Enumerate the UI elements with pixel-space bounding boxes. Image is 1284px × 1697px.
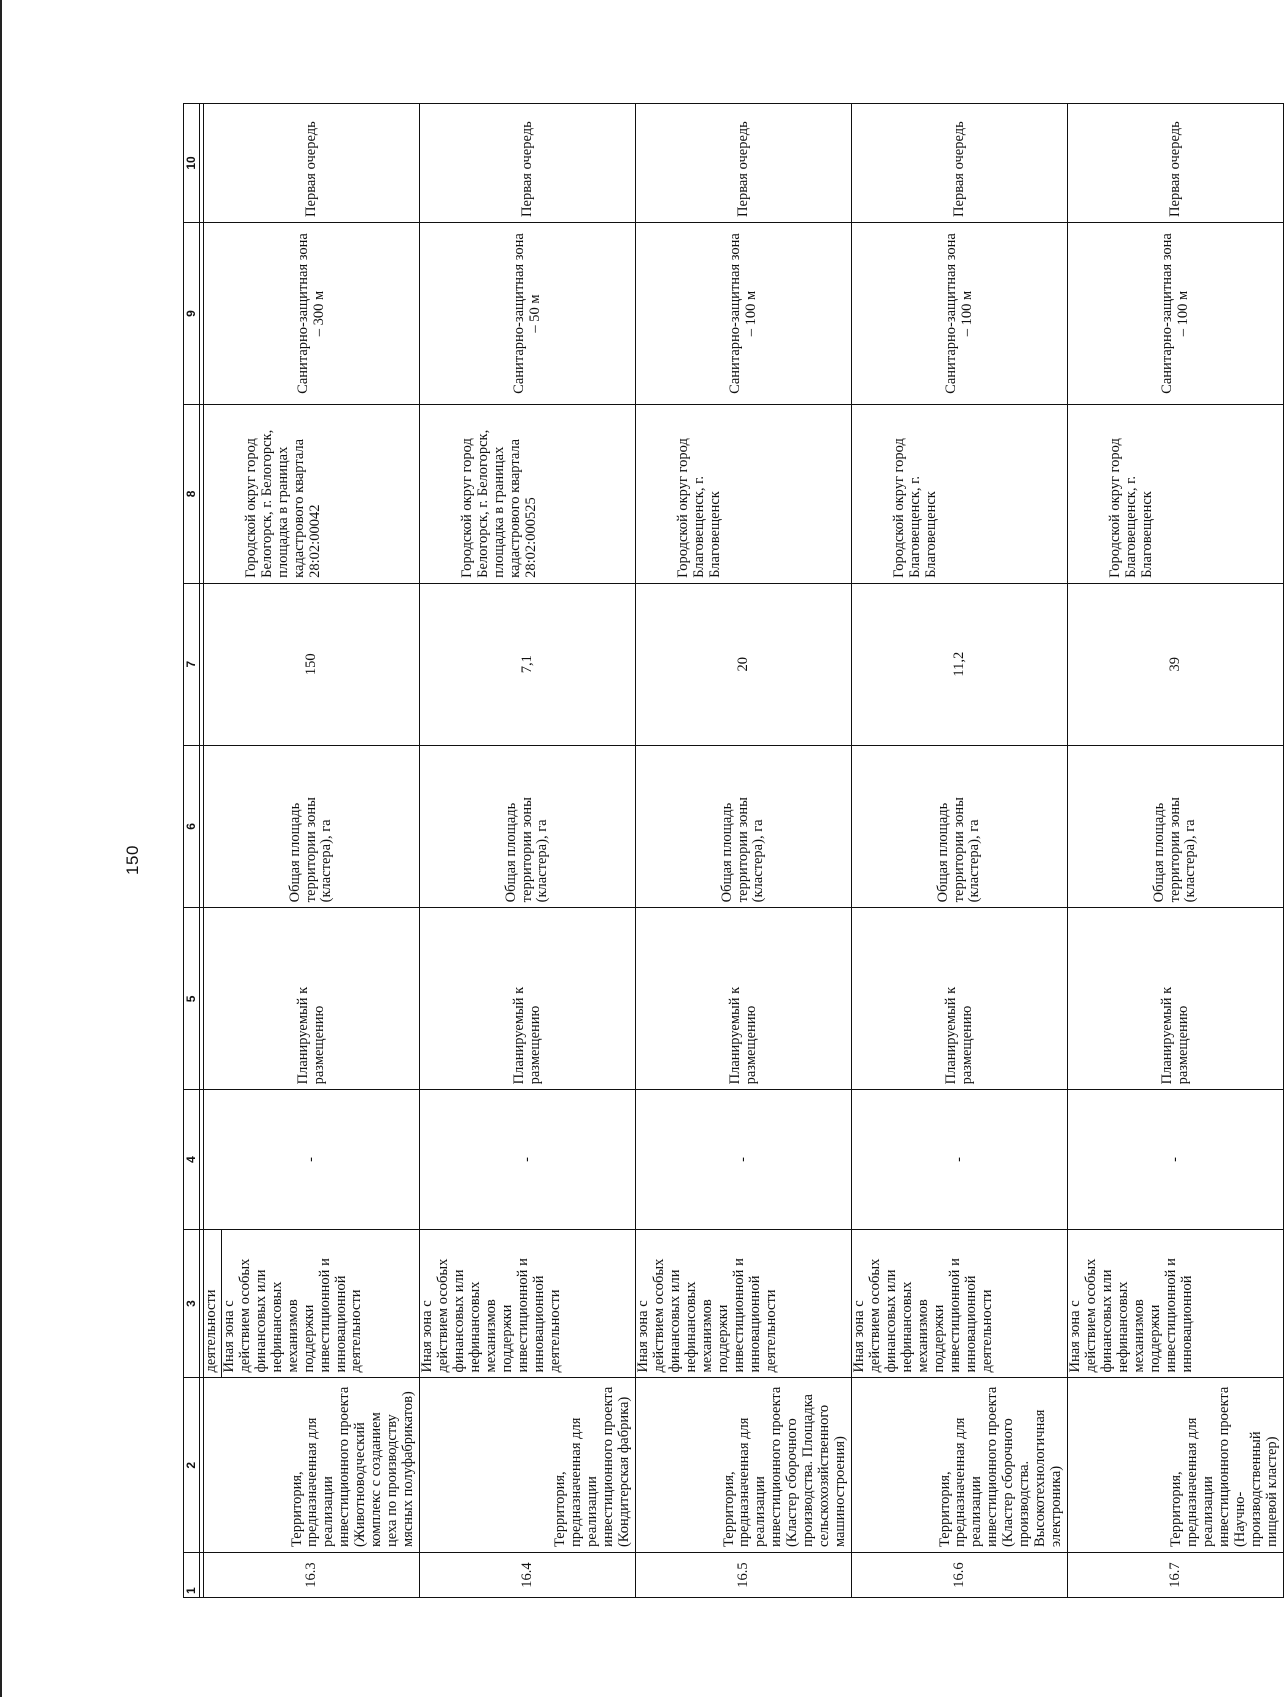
carryover-text: деятельности [204, 1230, 222, 1378]
object-status-cell [1068, 908, 1284, 1090]
characteristic-value-cell [636, 583, 852, 745]
table-row [636, 104, 852, 1598]
object-name-cell [420, 1378, 636, 1553]
scan-edge-line [0, 0, 2, 1697]
object-characteristic: Общая площадь территории зоны (кластера), га [934, 797, 983, 903]
object-location: Городской округ город Благовещенск, г. Благовещенск [891, 438, 939, 578]
protection-zone-cell [204, 222, 420, 404]
object-status-cell [204, 908, 420, 1090]
object-location-cell [204, 405, 420, 584]
object-characteristic-cell [420, 745, 636, 908]
implementation-queue: Первая очередь [302, 121, 319, 217]
column-number: 7 [184, 583, 200, 745]
object-characteristic-cell [852, 745, 1068, 908]
row-number: 16.5 [734, 1562, 751, 1588]
row-number-cell [1068, 1553, 1284, 1598]
implementation-queue: Первая очередь [734, 121, 751, 217]
object-status: Планируемый к размещению [294, 986, 327, 1085]
column-number: 3 [184, 1229, 200, 1378]
column-number: 6 [184, 745, 200, 908]
implementation-queue-cell [852, 104, 1068, 223]
object-name-cell [852, 1378, 1068, 1553]
row-number: 16.7 [1166, 1562, 1183, 1588]
implementation-queue-cell [1068, 104, 1284, 223]
rotated-table-container [183, 103, 1281, 1598]
protection-zone-cell [1068, 222, 1284, 404]
row-number-cell [852, 1553, 1068, 1598]
object-status-cell [852, 908, 1068, 1090]
object-purpose: - [518, 1157, 535, 1162]
protection-zone: Санитарно-защитная зона – 300 м [294, 233, 327, 394]
implementation-queue: Первая очередь [1166, 121, 1183, 217]
column-number: 8 [184, 405, 200, 584]
implementation-queue-cell [204, 104, 420, 223]
object-status: Планируемый к размещению [942, 986, 975, 1085]
object-purpose: - [950, 1157, 967, 1162]
characteristic-value-cell [420, 583, 636, 745]
object-name-cell [1068, 1378, 1284, 1553]
protection-zone-cell [852, 222, 1068, 404]
object-type: Иная зона с действием особых финансовых или нефинансовых механизмов поддержки инвестиционной и инновационной деятельности [419, 1258, 563, 1373]
row-number-cell [636, 1553, 852, 1598]
protection-zone: Санитарно-защитная зона – 100 м [726, 233, 759, 394]
zones-table [183, 103, 1284, 1598]
object-name: Территория, предназначенная для реализации инвестиционного проекта (Научно-производственный пищевой кластер) [1168, 1386, 1281, 1548]
row-number: 16.3 [302, 1562, 319, 1588]
object-type-cell [1068, 1229, 1284, 1378]
object-characteristic: Общая площадь территории зоны (кластера), га [1150, 797, 1199, 903]
protection-zone: Санитарно-защитная зона – 50 м [510, 233, 543, 394]
object-type: Иная зона с действием особых финансовых или нефинансовых механизмов поддержки инвестиционной и инновационной деятельности [220, 1258, 365, 1373]
characteristic-value: 20 [734, 656, 751, 672]
column-number: 1 [184, 1553, 200, 1598]
object-name: Территория, предназначенная для реализации инвестиционного проекта (Кластер сборочного производства. Площадка сельскохозяйственного машиностроения) [720, 1386, 849, 1548]
protection-zone-cell [420, 222, 636, 404]
object-type: Иная зона с действием особых финансовых или нефинансовых механизмов поддержки инвестиционной и инновационной деятельности [851, 1258, 995, 1373]
object-characteristic: Общая площадь территории зоны (кластера), га [286, 797, 335, 903]
characteristic-value: 150 [302, 653, 319, 676]
object-location: Городской округ город Белогорск, г. Белогорск, площадка в границах кадастрового квартала 28:02:00042 [243, 429, 323, 578]
protection-zone: Санитарно-защитная зона – 100 м [942, 233, 975, 394]
column-number: 5 [184, 908, 200, 1090]
object-name: Территория, предназначенная для реализации инвестиционного проекта (Кластер сборочного производства. Высокотехнологичная электроника) [936, 1386, 1065, 1548]
object-status: Планируемый к размещению [1158, 986, 1191, 1085]
column-number: 2 [184, 1378, 200, 1553]
characteristic-value: 7,1 [518, 655, 535, 674]
object-location-cell [420, 405, 636, 584]
table-row [204, 104, 420, 1598]
object-characteristic: Общая площадь территории зоны (кластера), га [502, 797, 551, 903]
object-type-cell [852, 1229, 1068, 1378]
object-name-cell [636, 1378, 852, 1553]
row-number: 16.4 [518, 1562, 535, 1588]
object-status-cell [636, 908, 852, 1090]
object-type-cell [204, 1229, 420, 1378]
object-characteristic: Общая площадь территории зоны (кластера), га [718, 797, 767, 903]
object-purpose-cell [420, 1090, 636, 1229]
object-characteristic-cell [1068, 745, 1284, 908]
column-number: 4 [184, 1090, 200, 1229]
object-purpose-cell [204, 1090, 420, 1229]
object-location: Городской округ город Благовещенск, г. Благовещенск [1107, 438, 1155, 578]
column-number-row [184, 104, 200, 1598]
object-name: Территория, предназначенная для реализации инвестиционного проекта (Кондитерская фабрика) [552, 1386, 633, 1548]
implementation-queue-cell [420, 104, 636, 223]
object-type: Иная зона с действием особых финансовых или нефинансовых механизмов поддержки инвестиционной и инновационной деятельности [635, 1258, 779, 1373]
object-status: Планируемый к размещению [726, 986, 759, 1085]
object-location: Городской округ город Благовещенск, г. Благовещенск [675, 438, 723, 578]
object-characteristic-cell [204, 745, 420, 908]
object-status-cell [420, 908, 636, 1090]
object-purpose-cell [636, 1090, 852, 1229]
characteristic-value-cell [852, 583, 1068, 745]
object-purpose: - [734, 1157, 751, 1162]
implementation-queue: Первая очередь [518, 121, 535, 217]
page-number: 150 [122, 845, 142, 875]
row-number-cell [204, 1553, 420, 1598]
object-name-cell [204, 1378, 420, 1553]
object-type: Иная зона с действием особых финансовых или нефинансовых механизмов поддержки инвестиционной и инновационной [1067, 1258, 1195, 1373]
table-row [420, 104, 636, 1598]
protection-zone-cell [636, 222, 852, 404]
table-row [1068, 104, 1284, 1598]
object-status: Планируемый к размещению [510, 986, 543, 1085]
object-purpose: - [302, 1157, 319, 1162]
object-type-cell [636, 1229, 852, 1378]
characteristic-value-cell [204, 583, 420, 745]
characteristic-value: 39 [1166, 656, 1183, 672]
object-location-cell [1068, 405, 1284, 584]
object-type-cell [420, 1229, 636, 1378]
object-location-cell [636, 405, 852, 584]
row-number-cell [420, 1553, 636, 1598]
object-purpose: - [1166, 1157, 1183, 1162]
implementation-queue-cell [636, 104, 852, 223]
column-number: 10 [184, 104, 200, 223]
characteristic-value-cell [1068, 583, 1284, 745]
protection-zone: Санитарно-защитная зона – 100 м [1158, 233, 1191, 394]
table-row [852, 104, 1068, 1598]
column-number: 9 [184, 222, 200, 404]
object-purpose-cell [1068, 1090, 1284, 1229]
characteristic-value: 11,2 [950, 651, 967, 677]
object-name: Территория, предназначенная для реализации инвестиционного проекта (Животноводческий комплекс с созданием цеха по производству мясных полуфабрикатов) [288, 1386, 417, 1548]
object-characteristic-cell [636, 745, 852, 908]
object-location: Городской округ город Белогорск, г. Белогорск, площадка в границах кадастрового квартала 28:02:000525 [459, 429, 539, 578]
row-number: 16.6 [950, 1562, 967, 1588]
object-purpose-cell [852, 1090, 1068, 1229]
object-location-cell [852, 405, 1068, 584]
implementation-queue: Первая очередь [950, 121, 967, 217]
